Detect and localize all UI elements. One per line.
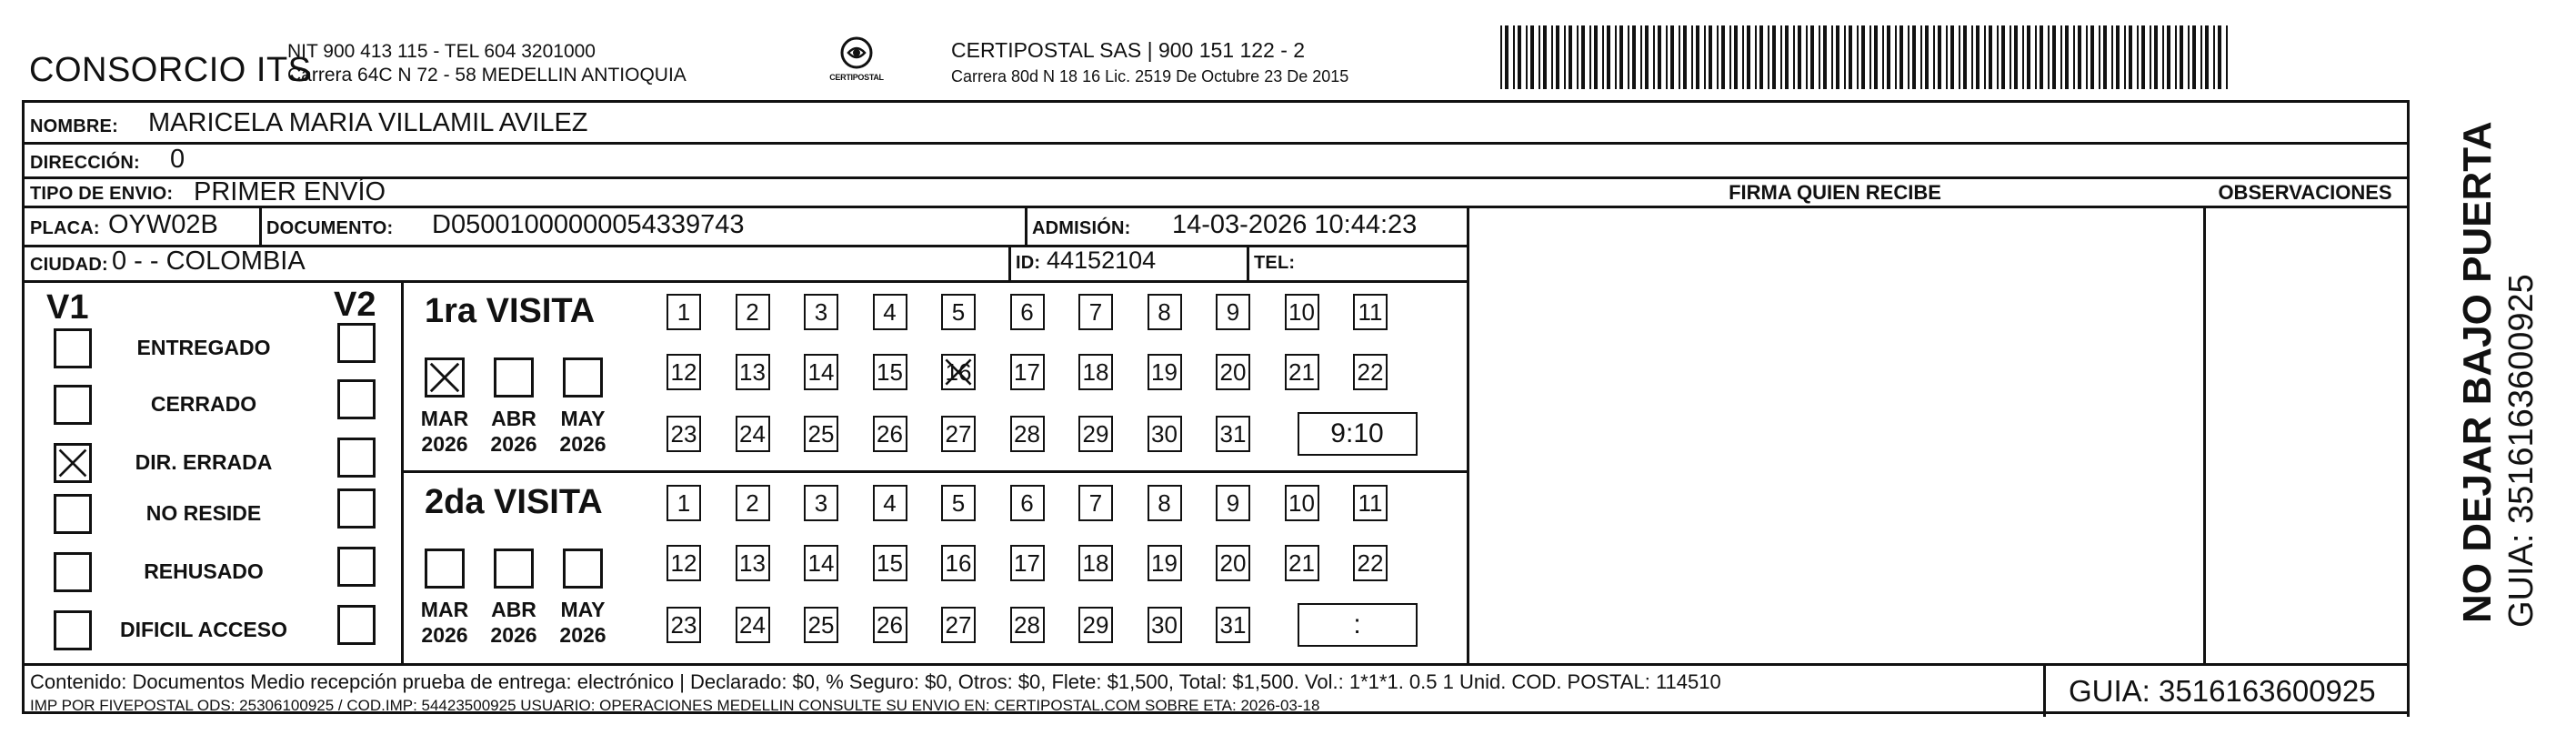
- brand-name: CONSORCIO ITS: [29, 51, 312, 89]
- visit2-day-box[interactable]: [1285, 485, 1319, 521]
- visit1-day-number: 21: [1288, 358, 1315, 386]
- direccion-label: DIRECCIÓN:: [30, 153, 140, 173]
- visit1-day-box[interactable]: [1353, 354, 1388, 390]
- visit1-day-box[interactable]: [736, 354, 770, 390]
- visit2-day-box[interactable]: [736, 545, 770, 581]
- visit1-day-number: 24: [739, 420, 766, 448]
- visit1-day-box[interactable]: [1353, 294, 1388, 330]
- visit1-day-box[interactable]: [941, 354, 976, 390]
- visit1-day-number: 5: [951, 298, 966, 326]
- visit2-day-number: 9: [1226, 489, 1240, 517]
- visit2-day-box[interactable]: [1216, 485, 1250, 521]
- visit2-day-box[interactable]: [1148, 485, 1182, 521]
- visit1-day-box[interactable]: [1285, 354, 1319, 390]
- visit2-day-box[interactable]: [1353, 545, 1388, 581]
- company-line: CERTIPOSTAL SAS | 900 151 122 - 2: [951, 38, 1306, 62]
- visit1-day-number: 30: [1151, 420, 1178, 448]
- visit2-day-box[interactable]: [1216, 545, 1250, 581]
- visit2-day-number: 2: [746, 489, 759, 517]
- visit1-day-box[interactable]: [873, 294, 907, 330]
- visit1-day-box[interactable]: [1010, 354, 1045, 390]
- visit1-month-year: 2026: [490, 432, 537, 456]
- visit1-day-box[interactable]: [1010, 294, 1045, 330]
- visit2-day-box[interactable]: [1353, 485, 1388, 521]
- license-line: Carrera 80d N 18 16 Lic. 2519 De Octubre 23 De 2015: [951, 67, 1349, 86]
- visit2-day-box[interactable]: [667, 607, 701, 643]
- visit1-day-box[interactable]: [804, 294, 838, 330]
- visit2-day-number: 22: [1357, 549, 1384, 577]
- visit1-day-box[interactable]: [941, 294, 976, 330]
- visit2-day-number: 12: [670, 549, 697, 577]
- visit2-day-box[interactable]: [1148, 545, 1182, 581]
- visit1-day-box[interactable]: [1010, 416, 1045, 452]
- visit2-day-box[interactable]: [804, 545, 838, 581]
- no-dejar-notice: NO DEJAR BAJO PUERTA: [2455, 121, 2500, 623]
- v2-checkbox[interactable]: [337, 547, 376, 587]
- visit1-day-number: 23: [670, 420, 697, 448]
- direccion-value: 0: [170, 145, 185, 174]
- visit1-day-number: 4: [883, 298, 897, 326]
- visit2-day-number: 16: [945, 549, 972, 577]
- visit2-month-label: MAR: [420, 598, 469, 621]
- visit2-day-number: 5: [951, 489, 966, 517]
- guia-footer: GUIA: 3516163600925: [2069, 674, 2376, 708]
- logo-text: CERTIPOSTAL: [829, 73, 884, 82]
- visit1-day-number: 7: [1088, 298, 1103, 326]
- visit2-day-box[interactable]: [941, 545, 976, 581]
- v2-checkbox[interactable]: [337, 488, 376, 528]
- visit1-day-number: 14: [807, 358, 835, 386]
- visit2-day-number: 23: [670, 611, 697, 639]
- visit2-day-box[interactable]: [1010, 607, 1045, 643]
- visit1-day-number: 22: [1357, 358, 1384, 386]
- firma-header: FIRMA QUIEN RECIBE: [1729, 181, 1941, 204]
- v2-header: V2: [334, 286, 376, 324]
- visit2-day-number: 25: [807, 611, 835, 639]
- visit2-day-box[interactable]: [1216, 607, 1250, 643]
- visit1-day-number: 19: [1151, 358, 1178, 386]
- visit1-day-number: 20: [1219, 358, 1247, 386]
- ciudad-value: 0 - - COLOMBIA: [112, 247, 306, 276]
- status-option-label: ENTREGADO: [136, 336, 271, 359]
- visit2-title: 2da VISITA: [425, 483, 603, 521]
- v1-checkbox[interactable]: [54, 443, 92, 483]
- visit2-month-checkbox[interactable]: [563, 549, 603, 589]
- v1-checkbox[interactable]: [54, 385, 92, 425]
- visit2-day-box[interactable]: [667, 485, 701, 521]
- status-option-label: REHUSADO: [144, 559, 264, 583]
- visit2-day-number: 24: [739, 611, 766, 639]
- visit2-day-number: 7: [1088, 489, 1103, 517]
- visit1-day-box[interactable]: [1216, 354, 1250, 390]
- visit2-month-checkbox[interactable]: [425, 549, 465, 589]
- visit2-day-box[interactable]: [1010, 485, 1045, 521]
- visit2-day-number: 15: [877, 549, 903, 577]
- visit2-day-number: 6: [1020, 489, 1034, 517]
- visit2-day-number: 10: [1288, 489, 1315, 517]
- admision-label: ADMISIÓN:: [1032, 218, 1131, 238]
- nombre-label: NOMBRE:: [30, 116, 118, 136]
- v1-checkbox[interactable]: [54, 494, 92, 534]
- nombre-value: MARICELA MARIA VILLAMIL AVILEZ: [148, 108, 588, 137]
- status-option-label: CERRADO: [150, 392, 257, 416]
- visit2-day-number: 28: [1014, 611, 1040, 639]
- visit1-day-box[interactable]: [667, 294, 701, 330]
- visit1-day-box[interactable]: [804, 416, 838, 452]
- documento-label: DOCUMENTO:: [266, 218, 394, 238]
- visit1-day-number: 25: [807, 420, 835, 448]
- contenido-text: Contenido: Documentos Medio recepción prueba de entrega: electrónico | Declarado: $0, % Seguro: $0, Otros: $0, Flete: $1,500, Total: $1,500. Vol.: 1*1*1. 0.5 1 Unid. COD. POSTAL: 114510: [30, 670, 1721, 693]
- tipo-envio-label: TIPO DE ENVIO:: [30, 184, 174, 204]
- v1-checkbox[interactable]: [54, 610, 92, 650]
- visit1-day-box[interactable]: [1216, 416, 1250, 452]
- visit1-day-number: 8: [1158, 298, 1171, 326]
- visit2-day-number: 17: [1014, 549, 1040, 577]
- visit2-month-checkbox[interactable]: [494, 549, 534, 589]
- visit1-day-number: 26: [877, 420, 903, 448]
- visit2-month-year: 2026: [559, 623, 606, 647]
- visit2-day-number: 29: [1082, 611, 1109, 639]
- visit2-day-number: 19: [1151, 549, 1178, 577]
- visit1-day-number: 2: [746, 298, 759, 326]
- nit-line: NIT 900 413 115 - TEL 604 3201000: [287, 41, 596, 62]
- visit1-day-number: 18: [1082, 358, 1109, 386]
- visit2-day-number: 21: [1288, 549, 1315, 577]
- visit2-day-box[interactable]: [873, 485, 907, 521]
- v2-checkbox[interactable]: [337, 323, 376, 363]
- v1-checkbox[interactable]: [54, 328, 92, 368]
- visit2-day-box[interactable]: [1285, 545, 1319, 581]
- visit2-day-box[interactable]: [1078, 545, 1113, 581]
- visit2-month-year: 2026: [490, 623, 537, 647]
- visit2-day-box[interactable]: [1148, 607, 1182, 643]
- visit1-month-checkbox[interactable]: [425, 357, 465, 398]
- visit1-day-number: 17: [1014, 358, 1040, 386]
- visit1-day-number: 27: [945, 420, 972, 448]
- visit1-day-box[interactable]: [1078, 294, 1113, 330]
- visit2-day-number: 26: [877, 611, 903, 639]
- v1-header: V1: [46, 288, 89, 327]
- visit1-day-box[interactable]: [736, 416, 770, 452]
- placa-label: PLACA:: [30, 218, 100, 238]
- visit2-day-number: 31: [1219, 611, 1247, 639]
- firma-area[interactable]: [1472, 212, 2200, 659]
- visit1-day-number: 31: [1219, 420, 1247, 448]
- visit1-day-number: 11: [1358, 298, 1383, 326]
- id-value: 44152104: [1047, 247, 1157, 274]
- visit2-day-box[interactable]: [873, 545, 907, 581]
- visit2-day-number: 3: [814, 489, 828, 517]
- visit2-day-box[interactable]: [873, 607, 907, 643]
- visit2-day-box[interactable]: [941, 485, 976, 521]
- visit2-day-box[interactable]: [1078, 607, 1113, 643]
- status-option-label: DIR. ERRADA: [135, 450, 273, 474]
- visit2-day-number: 30: [1151, 611, 1178, 639]
- visit2-day-number: 8: [1158, 489, 1171, 517]
- visit1-day-number: 16: [945, 358, 972, 386]
- visit2-day-number: 14: [807, 549, 835, 577]
- v1-checkbox[interactable]: [54, 552, 92, 592]
- visit1-day-box[interactable]: [1148, 294, 1182, 330]
- visit2-day-box[interactable]: [736, 607, 770, 643]
- visit2-day-box[interactable]: [1010, 545, 1045, 581]
- v2-checkbox[interactable]: [337, 605, 376, 645]
- visit2-month-label: ABR: [491, 598, 536, 621]
- certipostal-logo: [829, 33, 884, 89]
- visit1-month-label: MAR: [420, 407, 469, 430]
- address-line: Carrera 64C N 72 - 58 MEDELLIN ANTIOQUIA: [287, 65, 687, 86]
- visit2-day-box[interactable]: [804, 607, 838, 643]
- guide-form: [22, 100, 2410, 714]
- admision-value: 14-03-2026 10:44:23: [1172, 210, 1418, 239]
- visit1-day-number: 10: [1288, 298, 1315, 326]
- visit1-day-box[interactable]: [804, 354, 838, 390]
- visit2-day-number: 4: [883, 489, 897, 517]
- visit1-month-label: MAY: [560, 407, 606, 430]
- visit1-day-box[interactable]: [736, 294, 770, 330]
- visit1-month-checkbox[interactable]: [563, 357, 603, 398]
- visit1-month-year: 2026: [421, 432, 468, 456]
- visit1-day-box[interactable]: [941, 416, 976, 452]
- visit2-day-box[interactable]: [736, 485, 770, 521]
- v2-checkbox[interactable]: [337, 379, 376, 419]
- visit2-day-box[interactable]: [1078, 485, 1113, 521]
- visit1-day-number: 1: [677, 298, 691, 326]
- visit1-day-number: 3: [814, 298, 828, 326]
- visit2-day-box[interactable]: [804, 485, 838, 521]
- documento-value: D05001000000054339743: [432, 210, 745, 239]
- visit1-day-box[interactable]: [1148, 354, 1182, 390]
- x-mark-icon: [427, 360, 462, 395]
- x-mark-icon: [943, 356, 974, 388]
- visit1-day-box[interactable]: [1148, 416, 1182, 452]
- visit2-month-label: MAY: [560, 598, 606, 621]
- visit1-day-box[interactable]: [667, 354, 701, 390]
- observaciones-area[interactable]: [2209, 212, 2403, 659]
- visit1-title: 1ra VISITA: [425, 292, 596, 330]
- visit1-month-year: 2026: [559, 432, 606, 456]
- status-option-label: DIFICIL ACCESO: [119, 618, 287, 641]
- visit1-day-number: 13: [739, 358, 766, 386]
- tel-label: TEL:: [1254, 253, 1296, 273]
- visit1-month-label: ABR: [491, 407, 536, 430]
- visit1-day-box[interactable]: [667, 416, 701, 452]
- visit1-month-checkbox[interactable]: [494, 357, 534, 398]
- imp-text: IMP POR FIVEPOSTAL ODS: 25306100925 / COD.IMP: 54423500925 USUARIO: OPERACIONES MEDELLIN CONSULTE SU ENVIO EN: CERTIPOSTAL.COM SOBRE ETA: 2026-03-18: [30, 697, 1320, 714]
- visit2-month-year: 2026: [421, 623, 468, 647]
- observaciones-header: OBSERVACIONES: [2218, 181, 2392, 204]
- visit1-day-number: 15: [877, 358, 903, 386]
- x-mark-icon: [56, 446, 89, 480]
- visit1-day-box[interactable]: [873, 416, 907, 452]
- visit2-day-box[interactable]: [941, 607, 976, 643]
- visit1-day-number: 12: [670, 358, 697, 386]
- visit1-day-number: 28: [1014, 420, 1040, 448]
- visit1-day-number: 9: [1226, 298, 1240, 326]
- barcode: [1500, 25, 2228, 89]
- visit1-day-box[interactable]: [1285, 294, 1319, 330]
- tipo-envio-value: PRIMER ENVÍO: [194, 177, 386, 206]
- guia-side: GUIA: 3516163600925: [2502, 274, 2541, 628]
- visit2-day-number: 20: [1219, 549, 1247, 577]
- v2-checkbox[interactable]: [337, 438, 376, 478]
- visit2-day-number: 11: [1358, 489, 1383, 517]
- visit1-day-box[interactable]: [873, 354, 907, 390]
- visit2-day-number: 13: [739, 549, 766, 577]
- visit2-day-number: 18: [1082, 549, 1109, 577]
- visit1-day-box[interactable]: [1078, 416, 1113, 452]
- placa-value: OYW02B: [108, 210, 218, 239]
- visit1-day-box[interactable]: [1078, 354, 1113, 390]
- visit1-time-box[interactable]: 9:10: [1298, 412, 1418, 456]
- id-label: ID:: [1016, 253, 1041, 273]
- visit1-day-number: 29: [1082, 420, 1109, 448]
- visit2-time-box[interactable]: :: [1298, 603, 1418, 647]
- status-option-label: NO RESIDE: [145, 501, 262, 525]
- ciudad-label: CIUDAD:: [30, 255, 108, 275]
- visit2-day-number: 27: [945, 611, 972, 639]
- visit2-day-number: 1: [677, 489, 691, 517]
- visit2-day-box[interactable]: [667, 545, 701, 581]
- visit1-day-number: 6: [1020, 298, 1034, 326]
- visit1-day-box[interactable]: [1216, 294, 1250, 330]
